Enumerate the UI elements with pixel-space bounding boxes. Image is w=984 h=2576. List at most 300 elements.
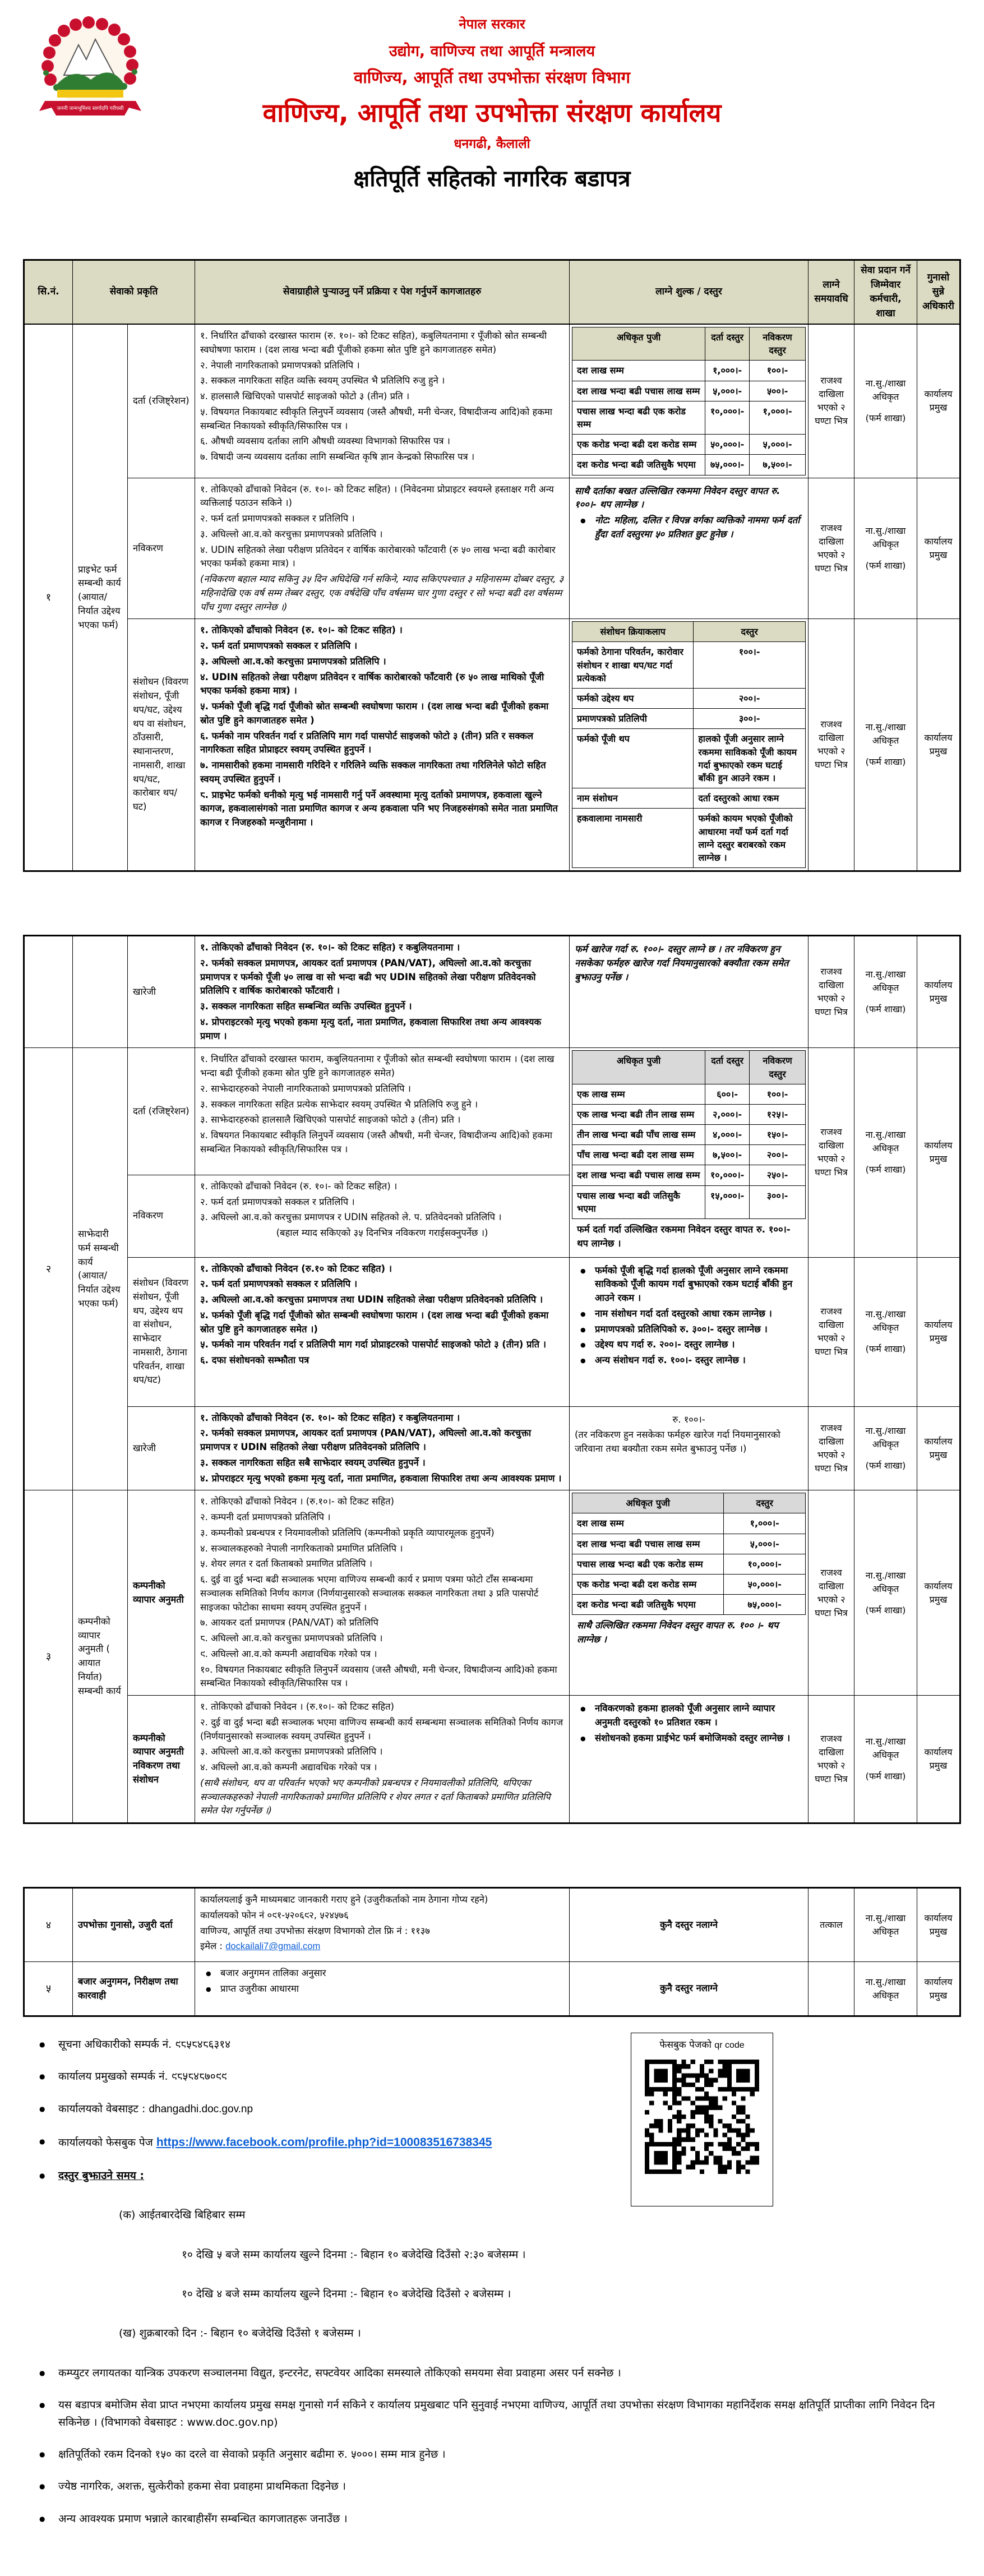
document-line bbox=[575, 1428, 803, 1456]
document-line-text: प्रमाणपत्रको प्रतिलिपिको रु. ३००।- दस्तुर लाग्नेछ । bbox=[595, 1323, 768, 1335]
footer-note bbox=[35, 2167, 951, 2184]
document-line-text: फर्मको पूँजी बृद्धि गर्दा हालको पूँजी अनुसार लाग्ने रकममा साविकको पूँजी कायम गर्दा बुझाएको रकम घटाई बाँकी हुन आउने रकम । bbox=[595, 1264, 793, 1303]
document-line bbox=[200, 1940, 564, 1954]
fee-capital-range: हकवालामा नामसारी bbox=[572, 809, 694, 868]
footer-note bbox=[35, 2100, 951, 2118]
cell-time: राजश्व दाखिला भएको २ घण्टा भित्र bbox=[809, 1406, 854, 1490]
fee-amount: २००।- bbox=[694, 689, 806, 709]
fee-table bbox=[572, 1493, 806, 1615]
document-line bbox=[200, 1573, 564, 1614]
fee-amount: २५०।- bbox=[750, 1165, 806, 1185]
fee-capital-range: प्रमाणपत्रको प्रतिलिपी bbox=[572, 709, 694, 729]
document-line bbox=[200, 1776, 564, 1818]
document-line-text: नविकरणको हकमा हालको पूँजी अनुसार लाग्ने व्यापार अनुमती दस्तुरको १० प्रतिशत रकम । bbox=[595, 1703, 775, 1728]
staff-title: ना.सु./शाखा अधिकृत bbox=[865, 1736, 906, 1760]
document-line-text: साथै दर्ताका बखत उल्लिखित रकममा निवेदन दस्तुर वापत रु. १००।- थप लाग्नेछ । bbox=[575, 485, 780, 510]
document-line bbox=[575, 943, 803, 984]
fee-table-header-cell: अधिकृत पुजी bbox=[572, 1051, 705, 1084]
footer-subnote: (ख) शुक्रबारको दिन :- बिहान १० बजेदेखि दिउँसो १ बजेसम्म । bbox=[119, 2327, 361, 2340]
office-name: वाणिज्य, आपूर्ति तथा उपभोक्ता संरक्षण कार्यालय bbox=[262, 98, 722, 128]
cell-fee bbox=[570, 1490, 809, 1696]
fee-table-header-row bbox=[572, 327, 806, 361]
document-line bbox=[200, 543, 564, 571]
fee-amount: फर्मको कायम भएको पूँजीको आधारमा नयाँ फर्म दर्ता गर्दा लाग्ने दस्तुर बराबरको रकम लाग्नेछ । bbox=[694, 809, 806, 868]
fee-capital-range: फर्मको ठेगाना परिवर्तन, कारोवार संशोधन र शाखा थप/घट गर्दा प्रत्येकको bbox=[572, 642, 694, 689]
document-line-text: २. कम्पनी दर्ता प्रमाणपत्रको प्रतिलिपि । bbox=[200, 1512, 331, 1522]
cell-staff bbox=[854, 1888, 917, 1962]
cell-time: राजश्व दाखिला भएको २ घण्टा भित्र bbox=[809, 324, 854, 478]
cell-service-type: दर्ता (रजिष्ट्रेशन) bbox=[128, 1048, 195, 1175]
cell-service-nature: कम्पनीको व्यापार अनुमती ( आयात निर्यात) सम्बन्धी कार्य bbox=[73, 1490, 128, 1823]
cell-complaint-officer: कार्यालय प्रमुख bbox=[917, 1048, 960, 1257]
document-line bbox=[200, 359, 564, 373]
document-line bbox=[200, 390, 564, 404]
document-line bbox=[200, 1226, 564, 1240]
document-line-text: उद्देश्य थप गर्दा रु. २००।- दस्तुर लाग्नेछ । bbox=[595, 1339, 735, 1350]
document-line bbox=[200, 957, 564, 998]
cell-time: राजश्व दाखिला भएको २ घण्टा भित्र bbox=[809, 936, 854, 1048]
cell-fee bbox=[570, 1257, 809, 1406]
footer-subnote: १० देखि ५ बजे सम्म कार्यालय खुल्ने दिनमा :- बिहान १० बजेदेखि दिउँसो २:३० बजेसम्म । bbox=[182, 2248, 526, 2261]
cell-documents bbox=[195, 619, 570, 871]
document-line-text: ५. शेयर लगत र दर्ता किताबको प्रमाणित प्रतिलिपि । bbox=[200, 1558, 372, 1569]
cell-complaint-officer: कार्यालय प्रमुख bbox=[917, 1257, 960, 1406]
cell-time: तत्काल bbox=[809, 1888, 854, 1962]
footer-note bbox=[35, 2397, 951, 2431]
fee-capital-range: पचास लाख भन्दा बढी एक करोड सम्म bbox=[572, 1554, 724, 1574]
staff-title: ना.सु./शाखा अधिकृत bbox=[865, 1569, 906, 1594]
fee-table-row bbox=[572, 1104, 806, 1124]
cell-staff bbox=[854, 1406, 917, 1490]
document-line bbox=[575, 1918, 803, 1932]
document-line-text: ४. फर्मको पूँजी बृद्धि गर्दा पूँजीको स्रोत सम्बन्धी स्वघोषणा फाराम । (दश लाख भन्दा बढी पूँजीको हकमा स्रोत पुष्टि हुने कागजातहरु समेत ।) bbox=[200, 1309, 549, 1335]
fee-table bbox=[572, 621, 806, 868]
column-header-complaint-officer: गुनासो सुन्ने अधिकारी bbox=[917, 260, 960, 325]
cell-documents bbox=[195, 324, 570, 478]
service-row bbox=[24, 936, 960, 1048]
fee-amount: ५०,०००।- bbox=[705, 435, 750, 455]
staff-branch: (फर्म शाखा) bbox=[865, 1771, 906, 1781]
document-line-text: ३. साझेदारहरुको हालसालै खिचिएको पासपोर्ट साइजको फोटो ३ (तीन) प्रति । bbox=[200, 1114, 461, 1125]
cell-fee bbox=[570, 478, 809, 619]
cell-complaint-officer: कार्यालय प्रमुख bbox=[917, 1490, 960, 1696]
footer-note bbox=[35, 2068, 951, 2085]
cell-service-nature: बजार अनुगमन, निरीक्षण तथा कारवाही bbox=[72, 1962, 195, 2016]
fee-capital-range: एक करोड भन्दा बढी दश करोड सम्म bbox=[572, 1575, 724, 1595]
document-line bbox=[200, 1309, 564, 1337]
footer-notes bbox=[35, 2036, 951, 2576]
fee-table bbox=[572, 327, 806, 476]
footer-note-text: क्षतिपूर्तिको रकम दिनको १५० का दरले वा सेवाको प्रकृति अनुसार बढीमा रु. ५०००। सम्म मात्र हुनेछ । bbox=[58, 2448, 446, 2460]
document-line-text: ४. UDIN सहितको लेखा परीक्षण प्रतिवेदन र वार्षिक कारोबारको फाँटवारी (रु ५० लाख भन्दा बढी कारोबार भएका फर्मको हकमा मात्र) । bbox=[200, 544, 556, 569]
fee-capital-range: एक लाख भन्दा बढी तीन लाख सम्म bbox=[572, 1104, 705, 1124]
fee-amount: १५,०००।- bbox=[705, 1185, 750, 1218]
fee-table-header-cell: दस्तुर bbox=[724, 1493, 806, 1513]
document-line-text: प्राप्त उजुरीका आधारमा bbox=[220, 1983, 299, 1994]
document-line-text: ३. अघिल्लो आ.व.को करचुक्ता प्रमाणपत्रको प्रतिलिपि । bbox=[200, 1746, 383, 1757]
document-line bbox=[200, 1211, 564, 1225]
document-line bbox=[200, 1354, 564, 1368]
document-line bbox=[200, 759, 564, 787]
cell-serial-number: ३ bbox=[24, 1490, 73, 1823]
document-line bbox=[200, 1542, 564, 1556]
document-line bbox=[200, 671, 564, 699]
fee-capital-range: दश लाख सम्म bbox=[572, 1513, 724, 1534]
fee-capital-range: एक करोड भन्दा बढी दश करोड सम्म bbox=[572, 435, 705, 455]
fee-amount: ५,०००।- bbox=[705, 381, 750, 401]
document-line-text: २. दुई वा दुई भन्दा बढी सञ्चालक भएमा वाणिज्य सम्बन्धी कार्य सम्बन्धमा सञ्चालक समितिको निर्णय कागज (निर्णयानुसारको सञ्चालक स्वयम् उपस्थित हुनुपर्ने । bbox=[200, 1716, 563, 1742]
cell-documents bbox=[195, 1696, 570, 1823]
cell-documents bbox=[195, 1257, 570, 1406]
document-line-text: १. तोकिएको ढाँचाको निवेदन (रु. १०।- को टिकट सहित) । bbox=[200, 1180, 398, 1192]
cell-service-type: कम्पनीको व्यापार अनुमती bbox=[128, 1490, 195, 1696]
fee-capital-range: फर्मको पूँजी थप bbox=[572, 729, 694, 788]
staff-title: ना.सु./शाखा अधिकृत bbox=[865, 378, 906, 403]
cell-documents bbox=[195, 478, 570, 619]
document-line-text: ३. कम्पनीको प्रबन्धपत्र र नियमावलीको प्रतिलिपि (कम्पनीको प्रकृति व्यापारमूलक हुनुपर्ने) bbox=[200, 1527, 495, 1538]
qr-label bbox=[631, 2038, 773, 2051]
cell-documents bbox=[195, 1048, 570, 1175]
fee-capital-range: दश करोड भन्दा बढी जतिसुकै भएमा bbox=[572, 455, 705, 475]
letterhead bbox=[0, 0, 984, 193]
fee-amount: ७,५००।- bbox=[750, 455, 806, 475]
document-line bbox=[200, 1616, 564, 1630]
staff-branch: (फर्म शाखा) bbox=[865, 756, 906, 768]
fee-amount: ७५,०००।- bbox=[724, 1595, 806, 1615]
fee-table-row bbox=[572, 1554, 806, 1574]
document-line bbox=[200, 1511, 564, 1525]
fee-capital-range: पचास लाख भन्दा बढी एक करोड सम्म bbox=[572, 401, 705, 434]
fee-capital-range: पचास लाख भन्दा बढी जतिसुकै भएमा bbox=[572, 1185, 705, 1218]
service-row bbox=[24, 1048, 960, 1175]
email-link[interactable]: dockailali7@gmail.com bbox=[225, 1941, 321, 1952]
fee-amount: हालको पूँजी अनुसार लाग्ने रकममा साविकको पूँजी कायम गर्दा बुझाएको रकम घटाई बाँकी हुन आउने रकम । bbox=[694, 729, 806, 788]
document-line bbox=[200, 941, 564, 955]
fee-table-row bbox=[572, 709, 806, 729]
document-line bbox=[575, 514, 803, 542]
service-row bbox=[24, 478, 960, 619]
fee-capital-range: दश लाख भन्दा बढी पचास लाख सम्म bbox=[572, 381, 705, 401]
cell-time: राजश्व दाखिला भएको २ घण्टा भित्र bbox=[809, 1048, 854, 1257]
service-table-header-row bbox=[24, 260, 960, 325]
fee-amount: ७,५००।- bbox=[705, 1145, 750, 1165]
service-row bbox=[24, 1962, 960, 2016]
column-header-required-documents: सेवाग्राहीले पुऱ्याउनु पर्ने प्रक्रिया र पेश गर्नुपर्ने कागजातहरु bbox=[195, 260, 570, 325]
document-line-text: २. फर्म दर्ता प्रमाणपत्रको सक्कल र प्रतिलिपि । bbox=[200, 513, 355, 524]
fee-table-row bbox=[572, 1165, 806, 1185]
cell-complaint-officer: कार्यालय प्रमुख bbox=[917, 936, 960, 1048]
document-line bbox=[200, 700, 564, 728]
document-line bbox=[200, 1924, 564, 1938]
document-line-text: ६. दफा संशोधनको सम्झौता पत्र bbox=[200, 1355, 309, 1365]
document-line bbox=[200, 1632, 564, 1646]
cell-staff bbox=[854, 1962, 917, 2016]
fee-table-row bbox=[572, 1513, 806, 1534]
fee-table-row bbox=[572, 1084, 806, 1104]
fee-capital-range: एक लाख सम्म bbox=[572, 1084, 705, 1104]
fee-amount: १०,०००।- bbox=[705, 1165, 750, 1185]
footer-note bbox=[35, 2365, 951, 2381]
document-line-text: ३. अघिल्लो आ.व.को करचुक्ता प्रमाणपत्र र UDIN सहितको ले. प. प्रतिवेदनको प्रतिलिपि । bbox=[200, 1212, 502, 1223]
fee-table-row bbox=[572, 1125, 806, 1145]
fee-table-row bbox=[572, 455, 806, 475]
document-line-text: २. फर्मको सक्कल प्रमाणपत्र, आयकर दर्ता प्रमाणपत्र (PAN/VAT), अघिल्लो आ.व.को करचुक्ता प्रमाणपत्र र फर्मको पूँजी ५० लाख वा सो भन्दा बढी भए UDIN सहितको लेखा परीक्षण प्रतिवेदनको प्रतिलिपि र वार्षिक कारोबारको फाँटवारी । bbox=[200, 957, 536, 996]
document-line-text: ४. सञ्चालकहरुको नेपाली नागरिकताको प्रमाणित प्रतिलिपि । bbox=[200, 1543, 403, 1554]
cell-staff bbox=[854, 1048, 917, 1257]
footer-note-text: कम्प्युटर लगायतका यान्त्रिक उपकरण सञ्चालनमा विद्युत, इन्टरनेट, सफ्टवेयर आदिका समस्याले तोकिएको समयमा सेवा प्रवाहमा असर पर्न सक्नेछ । bbox=[58, 2366, 621, 2379]
fee-amount: १००।- bbox=[694, 642, 806, 689]
document-line-text: संशोधनको हकमा प्राईभेट फर्म बमोजिमको दस्तुर लाग्नेछ । bbox=[595, 1732, 791, 1743]
document-line-text: (बहाल म्याद सकिएको ३५ दिनभित्र नविकरण गराईसक्नुपर्नेछ ।) bbox=[276, 1227, 488, 1239]
fee-amount: ५००।- bbox=[750, 381, 806, 401]
service-row bbox=[24, 1888, 960, 1962]
document-line bbox=[575, 484, 803, 513]
cell-fee bbox=[570, 1048, 809, 1257]
cell-complaint-officer: कार्यालय प्रमुख bbox=[917, 1406, 960, 1490]
cell-complaint-officer: कार्यालय प्रमुख bbox=[917, 1962, 960, 2016]
staff-branch: (फर्म शाखा) bbox=[865, 1344, 906, 1354]
emblem-motto: जननी जन्मभूमिश्च स्वर्गादपि गरीयसी bbox=[57, 106, 124, 112]
cell-staff bbox=[854, 1490, 917, 1696]
service-row bbox=[24, 619, 960, 871]
fee-amount: ३००।- bbox=[694, 709, 806, 729]
document-line bbox=[200, 1129, 564, 1157]
document-line-text: ३. सक्कल नागरिकता सहित सबै साझेदार स्वयम् उपस्थित हुनुपर्ने । bbox=[200, 1457, 426, 1468]
document-line-text: ८. अघिल्लो आ.व.को करचुक्ता प्रमाणपत्रको प्रतिलिपि । bbox=[200, 1633, 383, 1644]
document-line-text: १. निर्धारित ढाँचाको दरखास्त फाराम, कबुलियतनामा र पूँजीको स्रोत सम्बन्धी स्वघोषणा फाराम । (दश लाख भन्दा बढी पूँजीको हकमा स्रोत पुष्टि हुने कागजातहरु समेत) bbox=[200, 1054, 555, 1079]
document-line bbox=[200, 1700, 564, 1714]
fee-amount: १,०००।- bbox=[750, 401, 806, 434]
document-line-text: (तर नविकरण हुन नसकेका फर्महरु खारेज गर्दा नियमानुसारको जरिवाना तथा बक्यौता रकम समेत बुझाउनु पर्नेछ ।) bbox=[575, 1429, 780, 1454]
document-line bbox=[200, 1495, 564, 1509]
column-header-time-required: लाग्ने समयावधि bbox=[809, 260, 854, 325]
cell-documents bbox=[195, 1962, 570, 2016]
document-line bbox=[200, 1966, 564, 1981]
fee-capital-range: तीन लाख भन्दा बढी पाँच लाख सम्म bbox=[572, 1125, 705, 1145]
facebook-page-link[interactable]: https://www.facebook.com/profile.php?id=100083516738345 bbox=[156, 2136, 492, 2149]
document-line-text: नोट: महिला, दलित र विपन्न वर्गका व्यक्तिको नाममा फर्म दर्ता हुँदा दर्ता दस्तुरमा ५० प्रतिशत छुट हुनेछ । bbox=[595, 515, 800, 539]
footer-note-text: दस्तुर बुझाउने समय : bbox=[58, 2169, 145, 2182]
document-line bbox=[200, 1180, 564, 1194]
document-line bbox=[575, 1323, 803, 1337]
cell-fee bbox=[570, 1962, 809, 2016]
fee-amount: ७५,०००।- bbox=[705, 455, 750, 475]
document-line-text: इमेल : bbox=[200, 1941, 226, 1952]
fee-table-header-cell: नविकरण दस्तुर bbox=[750, 327, 806, 361]
document-line bbox=[200, 788, 564, 830]
document-line-text: १. तोकिएको ढाँचाको निवेदन (रु. १०।- को टिकट सहित) र कबुलियतनामा । bbox=[200, 942, 460, 953]
cell-serial-number: ५ bbox=[24, 1962, 72, 2016]
staff-branch: (फर्म शाखा) bbox=[865, 560, 906, 571]
document-line-text: ९. अघिल्लो आ.व.को कम्पनी अद्यावधिक गरेको पत्र । bbox=[200, 1648, 377, 1659]
document-line-text: कुनै दस्तुर नलाग्ने bbox=[659, 1919, 718, 1930]
cell-fee bbox=[570, 324, 809, 478]
fee-table-header-cell: दर्ता दस्तुर bbox=[705, 327, 750, 361]
cell-serial-number: ४ bbox=[24, 1888, 72, 1962]
fee-table-row bbox=[572, 361, 806, 381]
government-name: नेपाल सरकार bbox=[459, 16, 525, 32]
cell-time: राजश्व दाखिला भएको २ घण्टा भित्र bbox=[809, 1696, 854, 1823]
fee-table-header-cell: अधिकृत पुजी bbox=[572, 1493, 724, 1513]
fee-amount: ५,०००।- bbox=[724, 1534, 806, 1554]
staff-title: ना.सु./शाखा अधिकृत bbox=[865, 969, 906, 994]
cell-staff bbox=[854, 1696, 917, 1823]
fee-amount: ४,०००।- bbox=[705, 1125, 750, 1145]
document-line bbox=[200, 624, 564, 638]
office-location: धनगढी, कैलाली bbox=[454, 137, 530, 151]
document-line-text: ४. विषयगत निकायबाट स्वीकृति लिनुपर्ने व्यवसाय (जस्तै औषधी, मनी चेन्जर, विषादीजन्य आदि)को हकमा सम्बन्धित निकायको स्वीकृति/सिफारिस पत्र । bbox=[200, 1130, 553, 1155]
document-line-text: नाम संशोधन गर्दा दर्ता दस्तुरको आधा रकम लाग्नेछ । bbox=[595, 1308, 772, 1319]
footer-note-list bbox=[35, 2036, 951, 2527]
staff-branch: (फर्म शाखा) bbox=[865, 1164, 906, 1175]
fee-table-header-row bbox=[572, 622, 806, 642]
fee-table-row bbox=[572, 435, 806, 455]
document-line-text: १. तोकिएको ढाँचाको निवेदन (रु. १०।- को टिकट सहित) । (निवेदनमा प्रोप्राइटर स्वयम्ले हस्ताक्षर गरी अन्य व्यक्तिलाई पठाउन सकिने ।) bbox=[200, 483, 554, 509]
fee-amount: ३००।- bbox=[750, 1185, 806, 1218]
service-row bbox=[24, 324, 960, 478]
fee-table-row bbox=[572, 1575, 806, 1595]
document-line-text: ४. प्रोपराइटर मृत्यु भएको हकमा मृत्यु दर्ता, नाता प्रमाणित, हकवाला सिफारिश तथा अन्य आवश्यक प्रमाण । bbox=[200, 1472, 562, 1484]
nepal-government-emblem-icon bbox=[29, 12, 151, 126]
footer-note-text: कार्यालयको फेसबुक पेज bbox=[58, 2136, 156, 2149]
document-line-text: कार्यालयको फोन नं ०९१-५२०६९२, ५२४५७६ bbox=[200, 1909, 349, 1921]
department-name: वाणिज्य, आपूर्ति तथा उपभोक्ता संरक्षण विभाग bbox=[354, 68, 630, 87]
cell-service-type: संशोधन (विवरण संशोधन, पूँजी थप, उद्देश्य थप वा संशोधन, साझेदार नामसारी, ठेगाना परिवर्तन, शाखा थप/घट) bbox=[128, 1257, 195, 1406]
document-line-text: ३. अघिल्लो आ.व.को करचुक्ता प्रमाणपत्रको प्रतिलिपि । bbox=[200, 655, 386, 667]
cell-service-type: नविकरण bbox=[128, 1175, 195, 1257]
footer-subnote: १० देखि ४ बजे सम्म कार्यालय खुल्ने दिनमा :- बिहान १० बजेदेखि दिउँसो २ बजेसम्म । bbox=[182, 2287, 511, 2300]
cell-service-type: खारेजी bbox=[128, 1406, 195, 1490]
qr-label-latin: qr code bbox=[714, 2041, 745, 2050]
footer-note-text: अन्य आवश्यक प्रमाण भन्नाले कारबाहीसँग सम्बन्धित कागजातहरू जनाउँछ । bbox=[58, 2512, 348, 2525]
document-line bbox=[575, 1982, 803, 1996]
staff-title: ना.सु./शाखा अधिकृत bbox=[865, 1309, 906, 1333]
document-line bbox=[200, 405, 564, 433]
cell-fee bbox=[570, 1696, 809, 1823]
document-line bbox=[200, 450, 564, 464]
document-line bbox=[200, 1000, 564, 1014]
fee-table-row bbox=[572, 1595, 806, 1615]
fee-footnote: फर्म दर्ता गर्दा उल्लिखित रकममा निवेदन दस्तुर वापत रु. १००।- थप लाग्नेछ । bbox=[577, 1224, 791, 1249]
document-line-text: २. फर्म दर्ता प्रमाणपत्रको सक्कल र प्रतिलिपि । bbox=[200, 1278, 358, 1290]
cell-staff bbox=[854, 324, 917, 478]
cell-documents bbox=[195, 1888, 570, 1962]
document-line bbox=[200, 1052, 564, 1081]
document-line bbox=[200, 1338, 564, 1352]
document-line bbox=[200, 730, 564, 758]
cell-documents bbox=[195, 1406, 570, 1490]
footer-note bbox=[35, 2478, 951, 2495]
fee-capital-range: पाँच लाख भन्दा बढी दश लाख सम्म bbox=[572, 1145, 705, 1165]
document-line-text: (नविकरण बहाल म्याद सकिनु ३५ दिन अघिदेखि गर्न सकिने, म्याद सकिएपश्चात ३ महिनासम्म दोब्बर दस्तुर, ३ महिनादेखि एक वर्ष सम्म तेब्बर दस्तुर, एक वर्षदेखि पाँच वर्षसम्म चार गुणा दस्तुर र सो भन्दा बढी दश वर्षसम्म पाँच गुणा दस्तुर लाग्नेछ ।) bbox=[200, 574, 564, 612]
staff-title: ना.सु./शाखा अधिकृत bbox=[865, 1976, 906, 2001]
fee-amount: ५,०००।- bbox=[750, 435, 806, 455]
document-line bbox=[575, 1354, 803, 1368]
footer-note bbox=[35, 2446, 951, 2463]
document-line-text: रु. १००।- bbox=[672, 1414, 705, 1425]
staff-title: ना.सु./शाखा अधिकृत bbox=[865, 525, 906, 550]
fee-table-row bbox=[572, 1534, 806, 1554]
cell-service-type: संशोधन (विवरण संशोधन, पूँजी थप/घट, उद्देश्य थप वा संशोधन, ठाँउसारी, स्थानान्तरण, नामसारी, शाखा थप/घट, कारोबार थप/घट) bbox=[127, 619, 195, 871]
fee-amount: २००।- bbox=[750, 1145, 806, 1165]
cell-service-type: कम्पनीको व्यापार अनुमती नविकरण तथा संशोधन bbox=[128, 1696, 195, 1823]
column-header-service-nature: सेवाको प्रकृति bbox=[72, 260, 195, 325]
cell-complaint-officer: कार्यालय प्रमुख bbox=[917, 1696, 960, 1823]
footer-note bbox=[35, 2133, 951, 2152]
document-line-text: ६. दुई वा दुई भन्दा बढी सञ्चालक भएमा वाणिज्य सम्बन्धी कार्य र प्रमाण पत्रमा फोटो टाँस सम्बन्धमा सञ्चालक समितिको निर्णय कागज (निर्णयानुसारको सञ्चालक सक्कल नागरिकता तथा ३ प्रति पासपोर्ट साइजका फोटोका साथमा स्वयम् उपस्थित हुनुपर्ने । bbox=[200, 1574, 539, 1613]
fee-table-header-row bbox=[572, 1493, 806, 1513]
page-title: क्षतिपूर्ति सहितको नागरिक बडापत्र bbox=[353, 166, 631, 192]
document-line bbox=[575, 1732, 803, 1746]
staff-branch: (फर्म शाखा) bbox=[865, 1460, 906, 1471]
document-line bbox=[200, 528, 564, 542]
document-line-text: ४. हालसालै खिचिएको पासपोर्ट साइजको फोटो ३ (तीन) प्रति । bbox=[200, 391, 410, 401]
column-header-serial-number: सि.नं. bbox=[24, 260, 72, 325]
document-line-text: १. तोकिएको ढाँचाको निवेदन (रु. १०।- को टिकट सहित) र कबुलियतनामा । bbox=[200, 1412, 460, 1423]
document-line bbox=[200, 1557, 564, 1571]
document-line bbox=[200, 1647, 564, 1661]
qr-label-text: फेसबुक पेजको bbox=[659, 2039, 715, 2051]
fee-table-row bbox=[572, 689, 806, 709]
fee-amount: १०,०००।- bbox=[705, 401, 750, 434]
fee-table-row bbox=[572, 381, 806, 401]
document-line-text: १. तोकिएको ढाँचाको निवेदन (रु.१० को टिकट सहित) । bbox=[200, 1263, 392, 1274]
document-line-text: वाणिज्य, आपूर्ति तथा उपभोक्ता संरक्षण विभागको टोल फ्रि नं : ११३७ bbox=[200, 1925, 430, 1936]
cell-documents bbox=[195, 1490, 570, 1696]
fee-table-header-cell: दर्ता दस्तुर bbox=[705, 1051, 750, 1084]
fee-table-header-row bbox=[572, 1051, 806, 1084]
cell-documents bbox=[195, 1175, 570, 1257]
document-line bbox=[200, 1472, 564, 1486]
document-line-text: ४. प्रोपराइटरको मृत्यु भएको हकमा मृत्यु दर्ता, नाता प्रमाणित, हकवाला सिफारिश तथा अन्य आवश्यक प्रमाण । bbox=[200, 1016, 542, 1041]
document-line-text: कार्यालयलाई कुनै माध्यमबाट जानकारी गराए हुने (उजुरीकर्ताको नाम ठेगाना गोप्य रहने) bbox=[200, 1894, 488, 1905]
staff-branch: (फर्म शाखा) bbox=[865, 413, 906, 424]
service-table-block-3 bbox=[23, 1887, 961, 2017]
cell-staff bbox=[854, 619, 917, 871]
document-line-text: १. तोकिएको ढाँचाको निवेदन । (रु.१०।- को टिकट सहित) bbox=[200, 1701, 394, 1712]
cell-service-nature: साझेदारी फर्म सम्बन्धी कार्य (आयात/ निर्यात उद्देश्य भएका फर्म) bbox=[73, 1048, 128, 1490]
document-line-text: २. फर्म दर्ता प्रमाणपत्रको सक्कल र प्रतिलिपि । bbox=[200, 1196, 355, 1207]
document-line-text: २. फर्मको सक्कल प्रमाणपत्र, आयकर दर्ता प्रमाणपत्र (PAN/VAT), अघिल्लो आ.व.को करचुक्ता प्रमाणपत्र र UDIN सहितको लेखा परीक्षण प्रतिवेदनको प्रतिलिपि । bbox=[200, 1428, 532, 1452]
fee-table-row bbox=[572, 729, 806, 788]
cell-staff bbox=[854, 478, 917, 619]
document-line bbox=[200, 1893, 564, 1907]
document-line bbox=[200, 1277, 564, 1291]
fee-amount: १००।- bbox=[750, 361, 806, 381]
cell-staff bbox=[854, 1257, 917, 1406]
service-row bbox=[24, 1696, 960, 1823]
fee-capital-range: दश लाख भन्दा बढी पचास लाख सम्म bbox=[572, 1534, 724, 1554]
document-line-text: ३. सक्कल नागरिकता सहित व्यक्ति स्वयम् उपस्थित भै प्रतिलिपि रुजु हुने । bbox=[200, 375, 445, 386]
column-header-fee: लाग्ने शुल्क / दस्तुर bbox=[570, 260, 809, 325]
fee-table-header-cell: दस्तुर bbox=[694, 622, 806, 642]
document-line-text: २. फर्म दर्ता प्रमाणपत्रको सक्कल र प्रतिलिपि । bbox=[200, 640, 358, 651]
fee-amount: ५०,०००।- bbox=[724, 1575, 806, 1595]
service-tables bbox=[0, 259, 984, 2017]
cell-serial-number: १ bbox=[24, 324, 72, 871]
fee-amount: १,०००।- bbox=[705, 361, 750, 381]
document-line bbox=[200, 1098, 564, 1112]
document-line-text: ८. प्राइभेट फर्मको धनीको मृत्यु भई नामसारी गर्नु पर्ने अवस्थामा मृत्यु दर्ताको प्रमाणपत्र, हकवाला खुल्ने कागज, हकवालासंगको नाता प्रमाणित कागज र अन्य हकवाला पनि भए निजहरुसंगको समेत नाता प्रमाणित कागज र निजहरुको मन्जुरीनामा । bbox=[200, 789, 558, 828]
document-line bbox=[200, 573, 564, 614]
document-line-text: कुनै दस्तुर नलाग्ने bbox=[659, 1983, 718, 1994]
document-line bbox=[200, 1526, 564, 1540]
staff-title: ना.सु./शाखा अधिकृत bbox=[865, 722, 906, 746]
document-line bbox=[200, 483, 564, 511]
document-line-text: ६. फर्मको नाम परिवर्तन गर्दा र प्रतिलिपि माग गर्दा पासपोर्ट साइजको फोटो ३ (तीन) प्रति र सक्कल नागरिकता सहित प्रोप्राइटर स्वयम् उपस्थित हुनुपर्ने । bbox=[200, 730, 534, 755]
footer-subnote: (क) आईतबारदेखि बिहिबार सम्म bbox=[119, 2209, 246, 2222]
document-line-text: ३. सक्कल नागरिकता सहित प्रत्येक साझेदार स्वयम् उपस्थित भै प्रतिलिपि रुजु हुने । bbox=[200, 1098, 478, 1110]
